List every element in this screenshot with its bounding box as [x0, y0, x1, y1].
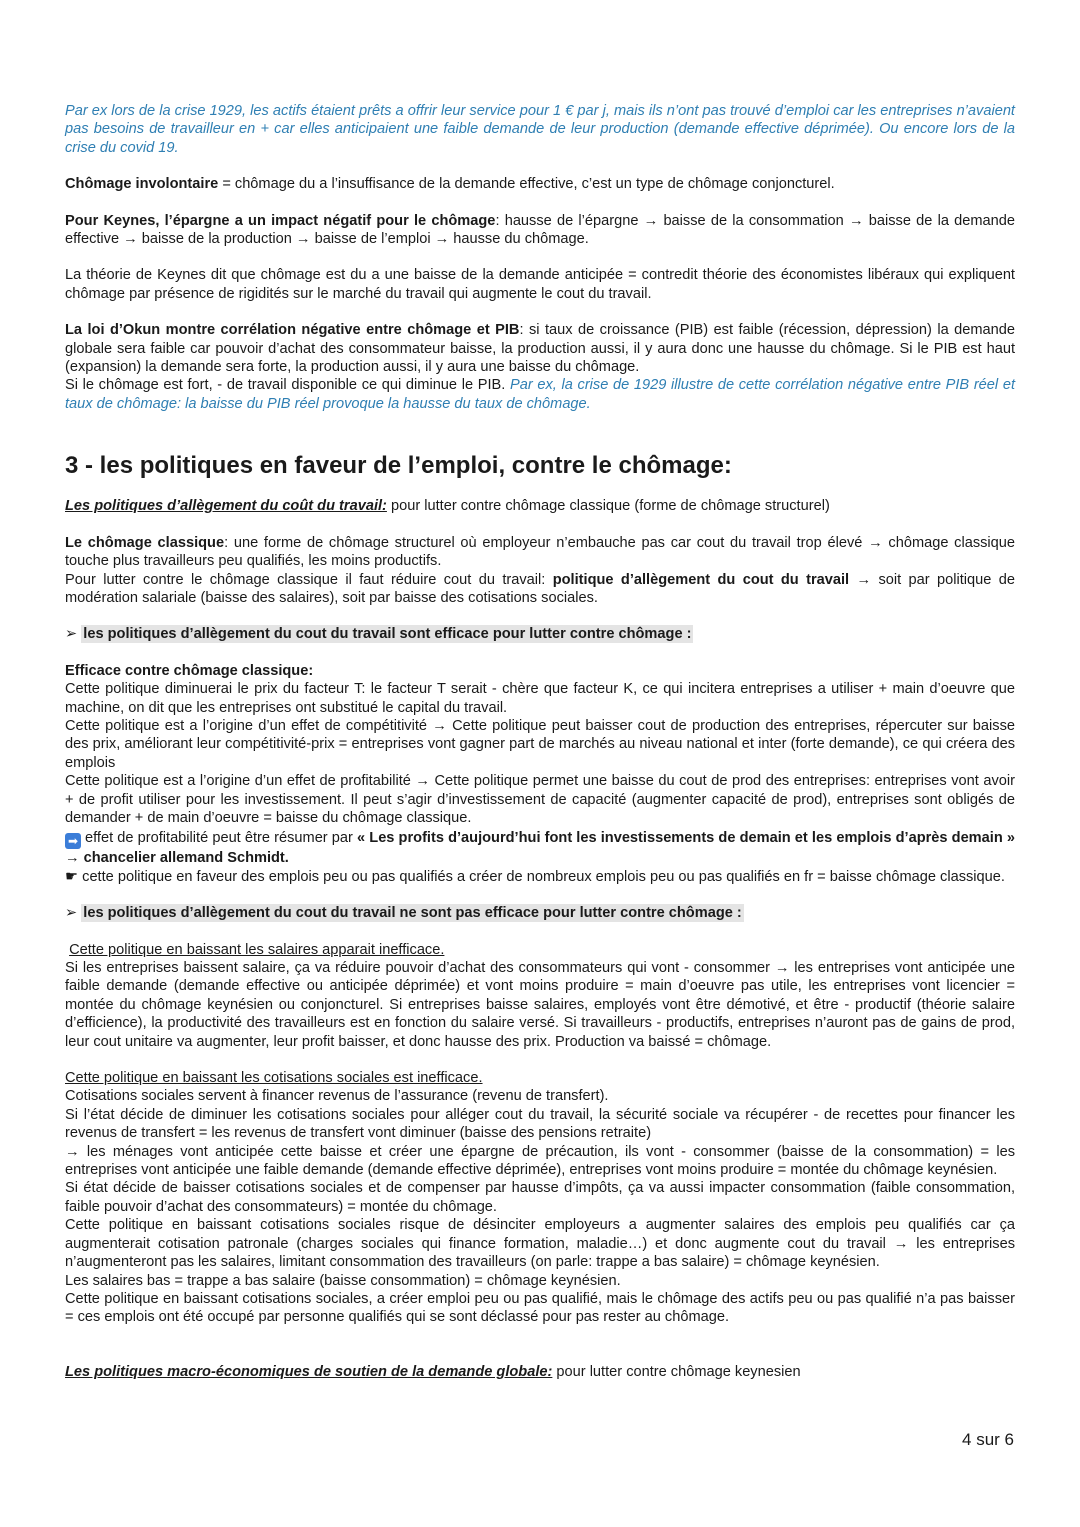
text: → soit par politique de modération salariale (baisse des salaires), soit par baisse des cotisations sociales.: [65, 571, 1016, 606]
term: politique d’allègement du cout du travail: [552, 571, 850, 588]
subsection-heading: Les politiques macro-économiques de soutien de la demande globale:: [65, 1363, 553, 1380]
highlighted-heading: les politiques d’allègement du cout du travail ne sont pas efficace pour lutter contre chômage :: [83, 905, 742, 922]
inefficace-salaires-text: Si les entreprises baissent salaire, ça va réduire pouvoir d’achat des consommateurs qui vont - consommer → les entreprises vont anticipée une faible demande (demande effective ou anticipée déprimée) et vont moins produire = main d’oeuvre pas utile, les entreprises vont licencier = montée du chômage keynésien ou conjoncturel. Si entreprises baisse salaires, employés vont être démotivé, et être - productif (théorie salaire d’efficience), la productivité des travailleurs est en fonction du salaire versé. Si travailleurs - productifs, entreprises n’auront pas de gains de prod, leur cout unitaire va augmenter, leur profit baisser, et donc hausse des prix. Production va baissé = chômage.: [65, 960, 1015, 1050]
term: Le chômage classique: [65, 534, 225, 551]
term: Pour Keynes, l’épargne a un impact négatif pour le chômage: [65, 212, 496, 229]
efficace-title: Efficace contre chômage classique:: [65, 662, 314, 679]
text: cette politique en faveur des emplois peu ou pas qualifiés a créer de nombreux emplois peu ou pas qualifiés en fr = baisse chômage classique.: [82, 868, 1005, 885]
pointing-hand-icon: ☛: [65, 868, 83, 885]
section-title: 3 - les politiques en faveur de l’emploi, contre le chômage:: [65, 452, 732, 480]
cotisations-line-5: Cette politique en baissant cotisations sociales risque de désinciter employeurs a augmenter salaires des emplois peu qualifiés car ça augmenterait cotisation patronale (charges sociales qui finance formation, maladie…) et donc augmente cout du travail → les entreprises n’augmenteront pas les salaires, limitant consommation des travailleurs (on parle: trappe a bas salaire) = chômage keynésien.: [65, 1217, 1015, 1271]
subsection-heading: Les politiques d’allègement du coût du travail:: [65, 498, 387, 515]
definition: : une forme de chômage structurel où employeur n’embauche pas car cout du travail trop élevé → chômage classique touche plus travailleurs peu qualifiés, les moins productifs.: [65, 534, 1016, 570]
inefficace-heading: [65, 904, 1015, 922]
efficace-heading: [65, 625, 1015, 643]
keynes-theory-paragraph: La théorie de Keynes dit que chômage est du a une baisse de la demande anticipée = contredit théorie des économistes libéraux qui expliquent chômage par présence de rigidités sur le marché du travail qui augmente le cout du travail.: [65, 267, 1015, 302]
subsection-desc: pour lutter contre chômage keynesien: [552, 1363, 801, 1380]
inefficace-salaires-title: [65, 941, 1015, 959]
lutter-paragraph: [65, 571, 1015, 608]
underlined-title: Cette politique en baissant les salaires apparait inefficace.: [69, 941, 445, 958]
text: effet de profitabilité peut être résumer par: [85, 830, 358, 847]
inefficace-cotisations-title: Cette politique en baissant les cotisations sociales est inefficace.: [65, 1070, 483, 1087]
right-arrow-icon: ➡: [65, 833, 81, 849]
term: La loi d’Okun montre corrélation négative entre chômage et PIB: [65, 322, 520, 339]
chomage-involontaire-paragraph: [65, 175, 1015, 193]
example-1929-paragraph: Par ex lors de la crise 1929, les actifs étaient prêts a offrir leur service pour 1 € par j, mais ils n’ont pas trouvé d’emploi car les entreprises n’avaient pas besoins de travailleur en + car elles anticipaient une faible demande de leur production (demande effective déprimée). Ou encore lors de la crise du covid 19.: [65, 103, 1015, 156]
document-page: [65, 102, 1015, 1381]
text: Si le chômage est fort, - de travail disponible ce qui diminue le PIB.: [65, 377, 510, 394]
subsection-desc: pour lutter contre chômage classique (forme de chômage structurel): [386, 498, 830, 515]
cotisations-line-7: Cette politique en baissant cotisations sociales, a créer emploi peu ou pas qualifié, mais le chômage des actifs peu ou pas qualifié n’a pas baisser = ces emplois ont été occupé par personne qualifiés qui se sont déclassé pour pas rester au chômage.: [65, 1290, 1015, 1326]
okun-law-paragraph: [65, 321, 1015, 376]
efficace-text-1: Cette politique diminuerai le prix du facteur T: le facteur T serait - chère que facteur K, ce qui incitera entreprises a utiliser + main d’oeuvre que machine, on dit que les entreprises ont substitué le capital du travail.: [65, 681, 1015, 716]
text: Pour lutter contre le chômage classique il faut réduire cout du travail:: [65, 571, 553, 588]
subsection-cout-travail: [65, 497, 1015, 515]
chomage-classique-paragraph: [65, 534, 1015, 571]
cotisations-line-4: Si état décide de baisser cotisations sociales et de compenser par hausse d’impôts, ça va aussi impacter consommation (faible consommation, faible pouvoir d’achat des consommateurs) = montée du chômage.: [65, 1180, 1015, 1215]
efficace-text-3: Cette politique est a l’origine d’un effet de profitabilité → Cette politique permet une baisse du cout de prod des entreprises: entreprises vont avoir + de profit utiliser pour les investissement. Il peut s’agir d’investissement de capacité (augmenter capacité de prod), entreprises sont obligés de demander + de main d’oeuvre = baisse du chômage classique.: [65, 773, 1015, 826]
cotisations-line-1: Cotisations sociales servent à financer revenus de l’assurance (revenu de transfert).: [65, 1088, 609, 1105]
okun-example-paragraph: [65, 376, 1015, 413]
cotisations-line-3: → les ménages vont anticipée cette baisse et créer une épargne de précaution, ils vont - consommer (baisse de la consommation) = les entreprises vont anticipée une faible demande (demande effective déprimée), entreprises vont moins produire = montée du chômage keynésien.: [65, 1143, 1015, 1179]
quote: « Les profits d’aujourd’hui font les investissements de demain et les emplois d’après demain » → chancelier allemand Schmidt.: [65, 830, 1015, 867]
cotisations-line-6: Les salaires bas = trappe a bas salaire (baisse consommation) = chômage keynésien.: [65, 1272, 621, 1289]
cotisations-line-2: Si l’état décide de diminuer les cotisations sociales pour alléger cout du travail, la sécurité sociale va récupérer - de recettes pour financer les revenus de transfert = les revenus de transfert vont diminuer (baisse des pensions retraite): [65, 1106, 1015, 1142]
bullet-arrow-icon: ➢: [65, 626, 82, 643]
efficace-text-5: [65, 868, 1015, 886]
term: Chômage involontaire: [65, 176, 219, 193]
highlighted-heading: les politiques d’allègement du cout du travail sont efficace pour lutter contre chômage :: [83, 626, 692, 643]
keynes-epargne-paragraph: [65, 212, 1015, 249]
example: Par ex, la crise de 1929 illustre de cette corrélation négative entre PIB réel et taux de chômage: la baisse du PIB réel provoque la hausse du taux de chômage.: [65, 377, 1015, 412]
subsection-demande-globale: [65, 1363, 1015, 1381]
page-number: 4 sur 6: [962, 1430, 1014, 1449]
definition: : hausse de l’épargne → baisse de la consommation → baisse de la demande effective → baisse de la production → baisse de l’emploi → hausse du chômage.: [65, 212, 1015, 248]
efficace-text-2: Cette politique est a l’origine d’un effet de compétitivité → Cette politique peut baisser cout de production des entreprises, répercuter sur baisse des prix, améliorant leur compétitivité-prix = entreprises vont gagner part de marchés au niveau national et inter (forte demande), ce qui créera des emplois: [65, 717, 1015, 771]
efficace-quote: [65, 829, 1015, 867]
bullet-arrow-icon: ➢: [65, 905, 82, 922]
definition: = chômage du a l’insuffisance de la demande effective, c’est un type de chômage conjoncturel.: [218, 176, 835, 193]
definition: : si taux de croissance (PIB) est faible (récession, dépression) la demande globale sera faible car pouvoir d’achat des consommateur baisse, la production aussi, il y aura donc une hausse du chômage. Si le PIB est haut (expansion) la demande sera forte, la production aussi, il y aura une baisse du chômage.: [65, 322, 1015, 376]
